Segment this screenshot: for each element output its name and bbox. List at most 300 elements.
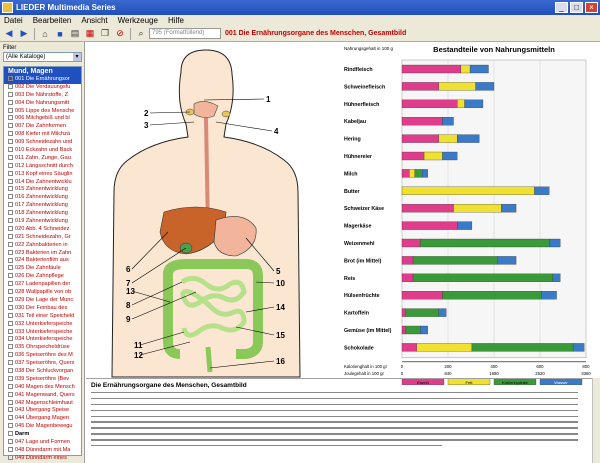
salivary-gland	[222, 111, 230, 117]
category-label: Schweinefleisch	[344, 84, 386, 91]
tree-item-label: 034 Unterkieferspeiche	[15, 336, 73, 343]
bar-segment	[402, 82, 439, 90]
tree-item-label: 001 Die Ernährungsor	[15, 76, 70, 82]
tree-item[interactable]	[4, 163, 81, 171]
bar-segment	[406, 326, 421, 334]
tree-folder-mund-magen[interactable]: Mund, Magen	[4, 67, 81, 76]
menu-werkzeuge[interactable]: Werkzeuge	[117, 16, 158, 25]
expand-icon[interactable]	[8, 352, 13, 357]
expand-icon[interactable]	[8, 139, 13, 144]
expand-icon[interactable]	[8, 423, 13, 428]
bar-segment	[402, 343, 417, 351]
tree-item-label: 049 Dünndarm eines	[15, 454, 67, 461]
tree-item-label: 010 Eckzahn und Back	[15, 147, 73, 154]
current-item-heading: 001 Die Ernährungsorgane des Menschen, Gesamtbild	[225, 30, 407, 37]
filter-label: Filter	[3, 45, 17, 51]
expand-icon[interactable]	[8, 384, 13, 389]
tree-item-label: 043 Übergang Speise	[15, 407, 70, 414]
legend-label: Fett	[465, 379, 473, 385]
catalog-tree[interactable]	[3, 66, 82, 461]
format-field[interactable]: 795 (Formatfüllend)	[149, 28, 221, 39]
catalog-pane	[0, 42, 85, 463]
copy-icon[interactable]: ❐	[100, 28, 110, 38]
expand-icon[interactable]	[8, 210, 13, 215]
bar-segment	[417, 343, 472, 351]
tick-label: 200	[444, 363, 452, 369]
tree-item-label: 002 Die Verdauungsfu	[15, 83, 71, 90]
expand-icon[interactable]	[8, 258, 13, 263]
tree-item-label: 022 Zahnbakterien in	[15, 241, 68, 248]
expand-icon[interactable]	[8, 321, 13, 326]
tree-item[interactable]	[4, 297, 81, 305]
nutrition-chart	[336, 42, 598, 385]
oral-cavity	[194, 101, 218, 117]
tree-item-label: 040 Magen des Mensch	[15, 383, 75, 390]
tree-item[interactable]	[4, 281, 81, 289]
bar-segment	[439, 135, 457, 143]
bar-segment	[402, 256, 413, 264]
anatomy-label: 11	[134, 341, 143, 350]
category-label: Schweizer Käse	[344, 206, 385, 213]
category-label: Magerkäse	[344, 223, 372, 230]
tree-item[interactable]	[4, 257, 81, 265]
bar-segment	[420, 239, 549, 247]
tree-item-label: 012 Längsschnitt durch	[15, 162, 73, 169]
expand-icon[interactable]	[8, 92, 13, 97]
forward-icon[interactable]: ▶	[20, 28, 28, 38]
expand-icon[interactable]	[8, 108, 13, 113]
bar-segment	[498, 256, 516, 264]
filter-value: (Alle Kataloge)	[6, 54, 46, 60]
anatomy-label: 1	[266, 95, 271, 104]
expand-icon[interactable]	[8, 392, 13, 397]
tree-folder[interactable]	[4, 431, 81, 439]
expand-icon[interactable]	[8, 407, 13, 412]
tree-item[interactable]	[4, 194, 81, 202]
tree-item-label: 016 Zahnentwicklung	[15, 194, 68, 201]
window-title: LIEDER Multimedia Series	[16, 3, 116, 12]
bar-segment	[402, 65, 461, 73]
description-line	[91, 421, 578, 422]
bar-segment	[442, 152, 457, 160]
tree-item[interactable]	[4, 210, 81, 218]
tree-item[interactable]	[4, 423, 81, 431]
tree-item-label: 026 Die Zahnpflege	[15, 273, 64, 280]
expand-icon[interactable]	[8, 431, 13, 436]
tree-item-label: 020 Abb. 4 Schneidez	[15, 225, 70, 232]
category-label: Hühnereier	[344, 154, 372, 160]
rectum	[208, 347, 210, 372]
tick-label: 3360	[581, 370, 591, 376]
bar-segment	[442, 117, 453, 125]
tree-item[interactable]	[4, 447, 81, 455]
zoom-icon[interactable]: ⌕	[138, 28, 144, 38]
bar-segment	[402, 135, 439, 143]
bar-segment	[442, 291, 541, 299]
tree-item[interactable]	[4, 273, 81, 281]
bar-segment	[402, 309, 406, 317]
bar-segment	[553, 274, 560, 282]
bar-segment	[402, 326, 406, 334]
bar-segment	[465, 100, 483, 108]
tree-item-label: 036 Speiseröhre des M	[15, 352, 73, 359]
expand-icon[interactable]	[8, 281, 13, 286]
tree-item-label: 021 Schneidezahn, Gr	[15, 233, 71, 240]
bar-segment	[457, 100, 464, 108]
anatomy-illustration	[86, 42, 336, 377]
toolbar-separator	[34, 28, 35, 40]
anatomy-label: 14	[276, 303, 285, 312]
no-entry-icon[interactable]: ⊘	[116, 28, 124, 38]
expand-icon[interactable]	[8, 344, 13, 349]
bar-segment	[534, 187, 549, 195]
expand-icon[interactable]	[8, 289, 13, 294]
bar-segment	[402, 204, 454, 212]
tree-item-label: 011 Zahn, Zunge, Gau	[15, 154, 71, 161]
tree-item[interactable]	[4, 202, 81, 210]
menu-bearbeiten[interactable]: Bearbeiten	[32, 16, 72, 25]
description-title: Die Ernährungsorgane des Menschen, Gesamtbild	[91, 382, 247, 389]
tree-item[interactable]	[4, 242, 81, 250]
expand-icon[interactable]	[8, 297, 13, 302]
category-label: Gemüse (im Mittel)	[344, 328, 392, 334]
expand-icon[interactable]	[8, 186, 13, 191]
tree-item[interactable]	[4, 384, 81, 392]
tree-item-label: 009 Schneidezahn und	[15, 139, 73, 146]
tree-item-label: Darm	[15, 431, 30, 438]
tree-item-label: 037 Speiseröhre, Quers	[15, 360, 75, 367]
category-label: Milch	[344, 171, 358, 178]
anatomy-label: 12	[134, 351, 143, 360]
bar-segment	[439, 82, 476, 90]
tree-item[interactable]	[4, 147, 81, 155]
tree-item[interactable]	[4, 313, 81, 321]
tree-item[interactable]	[4, 376, 81, 384]
description-text	[91, 392, 593, 446]
menu-bar	[0, 15, 600, 26]
tree-item-label: 042 Magenschleimhaut	[15, 399, 73, 406]
category-label: Brot (im Mittel)	[344, 258, 382, 265]
bar-segment	[413, 274, 553, 282]
tree-item[interactable]	[4, 115, 81, 123]
tree-item[interactable]	[4, 415, 81, 423]
tick-label: 800	[582, 363, 590, 369]
bar-segment	[422, 169, 428, 177]
description-line	[91, 398, 578, 399]
tree-item-label: 044 Übergang Magen	[15, 415, 70, 422]
tick-label: 840	[444, 370, 452, 376]
expand-icon[interactable]	[8, 415, 13, 420]
expand-icon[interactable]	[8, 439, 13, 444]
tick-label: 0	[400, 363, 404, 369]
tree-item[interactable]	[4, 76, 81, 84]
bar-segment	[413, 256, 498, 264]
tree-item-label: 008 Kiefer mit Milchzä	[15, 131, 71, 138]
menu-hilfe[interactable]: Hilfe	[167, 16, 184, 25]
menu-datei[interactable]: Datei	[4, 16, 23, 25]
tree-item[interactable]	[4, 368, 81, 376]
tree-item[interactable]	[4, 131, 81, 139]
bar-segment	[424, 152, 442, 160]
tree-item-label: 045 Die Magenbewegu	[15, 423, 73, 430]
tree-item[interactable]	[4, 171, 81, 179]
tree-item[interactable]	[4, 123, 81, 131]
tick-label: 0	[400, 370, 404, 376]
expand-icon[interactable]	[8, 123, 13, 128]
chart-column-header: Nahrungsgehalt in 100 g	[344, 46, 394, 51]
anatomy-label: 10	[276, 279, 285, 288]
description-line	[91, 392, 578, 393]
bar-segment	[402, 222, 457, 230]
tree-item-label: 018 Zahnentwicklung	[15, 210, 68, 217]
description-line	[91, 433, 578, 434]
expand-icon[interactable]	[8, 336, 13, 341]
description-line	[91, 416, 578, 417]
content-area	[86, 42, 600, 463]
tree-item-label: 003 Die Nährstoffe, Z	[15, 91, 69, 98]
bar-segment	[470, 65, 488, 73]
tree-item[interactable]	[4, 139, 81, 147]
tree-item[interactable]	[4, 439, 81, 447]
bar-segment	[402, 239, 420, 247]
tree-item-label: 017 Zahnentwicklung	[15, 202, 68, 209]
app-icon	[2, 2, 13, 13]
expand-icon[interactable]	[8, 329, 13, 334]
bar-segment	[542, 291, 557, 299]
tree-item-label: 024 Bakterienfilm aus	[15, 257, 69, 264]
tree-item[interactable]	[4, 344, 81, 352]
bar-segment	[402, 274, 413, 282]
expand-icon[interactable]	[8, 265, 13, 270]
tree-item[interactable]	[4, 352, 81, 360]
tree-item-label: 019 Zahnentwicklung	[15, 218, 68, 225]
anatomy-label: 2	[144, 109, 149, 118]
bar-segment	[420, 326, 427, 334]
tick-label: 600	[536, 363, 544, 369]
tree-item[interactable]	[4, 84, 81, 92]
category-label: Butter	[344, 188, 360, 195]
axis-label-calories: Kalorienghalt in 100 gr	[344, 363, 387, 369]
expand-icon[interactable]	[8, 234, 13, 239]
tree-item[interactable]	[4, 108, 81, 116]
anatomy-label: 13	[126, 287, 135, 296]
tree-item-label: 007 Die Zahnformen	[15, 123, 66, 130]
anatomy-label: 9	[126, 315, 131, 324]
description-line	[91, 404, 578, 405]
tree-item[interactable]	[4, 186, 81, 194]
anatomy-label: 8	[126, 301, 131, 310]
tree-item-label: 041 Magenwand, Quers	[15, 391, 75, 398]
expand-icon[interactable]	[8, 76, 13, 81]
anatomy-label: 15	[276, 331, 285, 340]
tree-item-label: 027 Ladenpapillen der	[15, 281, 71, 288]
tree-item-label: 048 Dünndarm mit Ma	[15, 446, 71, 453]
category-label: Hühnerfleisch	[344, 101, 380, 108]
expand-icon[interactable]	[8, 147, 13, 152]
expand-icon[interactable]	[8, 376, 13, 381]
expand-icon[interactable]	[8, 163, 13, 168]
expand-icon[interactable]	[8, 313, 13, 318]
gallery-icon[interactable]: ▦	[85, 28, 95, 38]
category-label: Kartoffeln	[344, 310, 370, 317]
tree-item-label: 004 Die Nahrungsmitt	[15, 99, 70, 106]
toolbar	[0, 26, 600, 42]
expand-icon[interactable]	[8, 202, 13, 207]
tree-item[interactable]	[4, 92, 81, 100]
bar-segment	[501, 204, 516, 212]
title-bar	[0, 0, 600, 15]
description-line	[91, 410, 578, 411]
expand-icon[interactable]	[8, 84, 13, 89]
tick-label: 400	[490, 363, 498, 369]
tree-item-label: 035 Ohrspeicheldrüse	[15, 344, 70, 351]
expand-icon[interactable]	[8, 360, 13, 365]
chevron-down-icon[interactable]: ▾	[73, 53, 81, 61]
tree-item[interactable]	[4, 289, 81, 297]
tree-item-label: 032 Unterkieferspeiche	[15, 320, 73, 327]
chart-title: Bestandteile von Nahrungsmitteln	[433, 45, 555, 54]
bar-segment	[406, 309, 439, 317]
tree-item[interactable]	[4, 250, 81, 258]
bar-segment	[454, 204, 502, 212]
category-label: Hülsenfrüchte	[344, 293, 380, 300]
bar-segment	[402, 169, 409, 177]
expand-icon[interactable]	[8, 194, 13, 199]
expand-icon[interactable]	[8, 131, 13, 136]
maximize-button[interactable]: □	[570, 2, 583, 13]
tick-label: 1680	[489, 370, 499, 376]
expand-icon[interactable]	[8, 447, 13, 452]
bar-segment	[402, 187, 534, 195]
anatomy-label: 16	[276, 357, 285, 366]
tree-item[interactable]	[4, 265, 81, 273]
category-label: Rindfleisch	[344, 67, 373, 73]
tree-item-label: 023 Bakterien im Zahn	[15, 249, 72, 256]
expand-icon[interactable]	[8, 368, 13, 373]
expand-icon[interactable]	[8, 218, 13, 223]
tree-item-label: 033 Unterkieferspeiche	[15, 328, 73, 335]
tree-item[interactable]	[4, 234, 81, 242]
tree-item-label: 014 Die Zahnentwicklu	[15, 178, 72, 185]
tree-item[interactable]	[4, 179, 81, 187]
tree-item-label: 029 Die Lage der Munc	[15, 296, 74, 303]
category-label: Kabeljau	[344, 119, 367, 126]
tree-item[interactable]	[4, 305, 81, 313]
description-line	[91, 427, 578, 428]
bar-segment	[461, 65, 470, 73]
bar-segment	[439, 309, 446, 317]
close-button[interactable]: ×	[585, 2, 598, 13]
anatomy-label: 5	[276, 267, 281, 276]
tree-item[interactable]	[4, 455, 81, 463]
anatomy-label: 6	[126, 265, 131, 274]
bar-segment	[457, 135, 479, 143]
tree-item[interactable]	[4, 336, 81, 344]
category-label: Weizenmehl	[344, 241, 375, 247]
tree-item-label: 006 Milchgebiß und bl	[15, 115, 70, 122]
tree-item[interactable]	[4, 321, 81, 329]
description-line	[91, 445, 442, 446]
description-panel	[86, 378, 598, 463]
expand-icon[interactable]	[8, 455, 13, 460]
tree-item-label: 038 Der Schluckvorgan	[15, 367, 74, 374]
bar-segment	[573, 343, 584, 351]
bar-segment	[402, 117, 442, 125]
tree-item[interactable]	[4, 329, 81, 337]
bar-segment	[472, 343, 573, 351]
tree-item[interactable]	[4, 155, 81, 163]
expand-icon[interactable]	[8, 100, 13, 105]
bar-segment	[402, 291, 442, 299]
expand-icon[interactable]	[8, 115, 13, 120]
menu-ansicht[interactable]: Ansicht	[81, 16, 108, 25]
tree-item[interactable]	[4, 226, 81, 234]
tree-item[interactable]	[4, 218, 81, 226]
description-line	[91, 439, 578, 440]
save-icon[interactable]: ■	[57, 28, 63, 39]
bar-segment	[457, 222, 472, 230]
home-icon[interactable]: ⌂	[42, 28, 48, 39]
tree-item-label: 031 Teil einer Speicheld	[15, 312, 75, 319]
tree-item-list	[4, 76, 81, 463]
bar-segment	[402, 100, 457, 108]
tree-item-label: 015 Zahnentwicklung	[15, 186, 68, 193]
filter-select[interactable]	[3, 52, 82, 62]
toolbar-separator	[130, 28, 131, 40]
back-icon[interactable]: ◀	[5, 28, 13, 38]
expand-icon[interactable]	[8, 179, 13, 184]
expand-icon[interactable]	[8, 305, 13, 310]
expand-icon[interactable]	[8, 250, 13, 255]
anatomy-label: 3	[144, 121, 149, 130]
tree-item-label: 030 Der Feinbau des	[15, 304, 68, 311]
bar-segment	[415, 169, 422, 177]
expand-icon[interactable]	[8, 155, 13, 160]
tree-item[interactable]	[4, 392, 81, 400]
legend-label: Eiweiß	[416, 379, 430, 385]
tree-item[interactable]	[4, 360, 81, 368]
expand-icon[interactable]	[8, 171, 13, 176]
category-label: Schokolade	[344, 345, 374, 352]
anatomy-label: 4	[274, 127, 279, 136]
bar-segment	[409, 169, 415, 177]
bar-segment	[402, 152, 424, 160]
legend-label: Kohlenhydrate	[502, 379, 528, 385]
anatomy-label: 7	[126, 279, 131, 288]
axis-label-joules: Joulegehalt in 100 gr	[344, 370, 384, 376]
tree-item-label: 013 Kopf eines Säuglin	[15, 170, 73, 177]
tick-label: 2520	[535, 370, 545, 376]
tree-item-label: 039 Speiseröhre (Bev	[15, 375, 70, 382]
minimize-button[interactable]: _	[555, 2, 568, 13]
expand-icon[interactable]	[8, 226, 13, 231]
tree-item-label: 025 Die Zahnfäule	[15, 265, 61, 272]
expand-icon[interactable]	[8, 400, 13, 405]
tree-item[interactable]	[4, 100, 81, 108]
tree-item-label: 047 Lage und Formen	[15, 438, 71, 445]
tree-item-label: 028 Wallpapille von ob	[15, 289, 72, 296]
expand-icon[interactable]	[8, 242, 13, 247]
print-icon[interactable]: ▤	[70, 28, 80, 38]
bar-segment	[476, 82, 494, 90]
expand-icon[interactable]	[8, 273, 13, 278]
tree-item-label: 005 Lippe des Mensche	[15, 107, 75, 114]
description-scrollbar[interactable]	[592, 378, 600, 463]
legend-label: Wasser	[554, 379, 568, 385]
category-label: Hering	[344, 136, 361, 143]
bar-segment	[549, 239, 560, 247]
category-label: Reis	[344, 275, 356, 282]
